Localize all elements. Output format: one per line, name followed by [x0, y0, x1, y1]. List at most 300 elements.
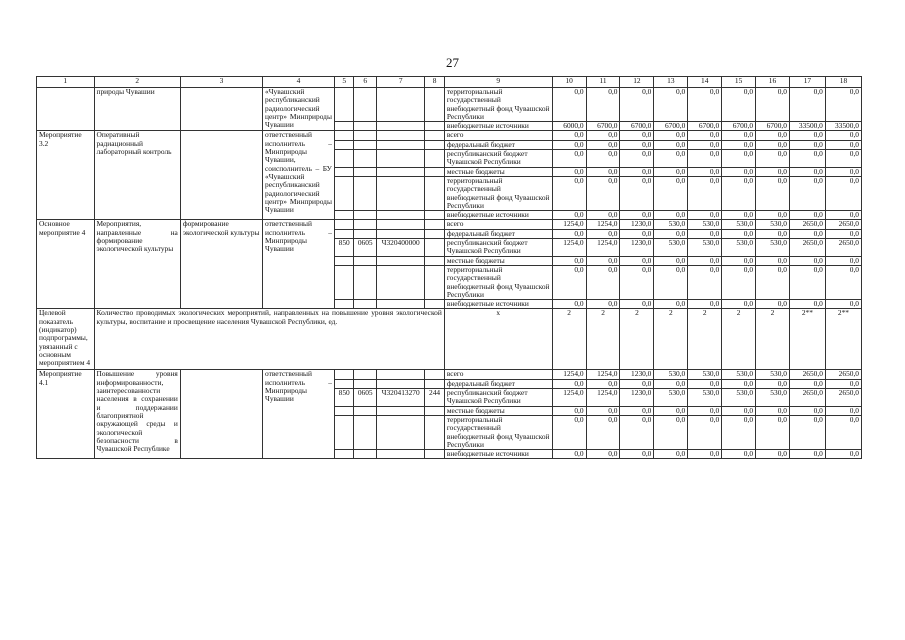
budget-code-cell — [377, 167, 425, 176]
value-cell: 0,0 — [825, 131, 861, 140]
funding-source-cell: внебюджетные источники — [444, 122, 552, 131]
budget-code-cell — [334, 140, 354, 149]
funding-source-cell: республиканский бюджет Чувашской Республики — [444, 389, 552, 407]
budget-code-cell — [354, 131, 377, 140]
value-cell: 0,0 — [552, 88, 586, 122]
budget-code-cell — [334, 256, 354, 265]
value-cell: 0,0 — [552, 300, 586, 309]
budget-code-cell — [425, 300, 445, 309]
budget-code-cell — [377, 370, 425, 379]
budget-code-cell: 850 — [334, 239, 354, 257]
header-row — [37, 77, 862, 88]
value-cell: 0,0 — [552, 265, 586, 299]
activity-name-cell: Оперативный радиационный лабораторный контроль — [94, 131, 180, 220]
value-cell: 0,0 — [552, 167, 586, 176]
value-cell: 0,0 — [756, 229, 790, 238]
value-cell: 0,0 — [825, 379, 861, 388]
activity-code-cell: Мероприятие 3.2 — [37, 131, 95, 220]
page-number: 27 — [446, 55, 459, 70]
value-cell: 1230,0 — [620, 389, 654, 407]
indicator-value-cell: 2 — [722, 309, 756, 370]
value-cell: 0,0 — [789, 300, 825, 309]
header-cell: 1 — [37, 77, 95, 88]
funding-source-cell: внебюджетные источники — [444, 300, 552, 309]
value-cell: 0,0 — [825, 176, 861, 210]
value-cell: 0,0 — [688, 379, 722, 388]
value-cell: 0,0 — [586, 265, 620, 299]
value-cell: 0,0 — [620, 406, 654, 415]
value-cell: 0,0 — [688, 415, 722, 449]
budget-code-cell — [377, 229, 425, 238]
value-cell: 530,0 — [722, 220, 756, 229]
budget-code-cell — [334, 379, 354, 388]
budget-code-cell — [377, 150, 425, 168]
value-cell: 0,0 — [654, 379, 688, 388]
funding-source-cell: территориальный государственный внебюджетный фонд Чувашской Республики — [444, 176, 552, 210]
budget-code-cell — [377, 131, 425, 140]
table-row — [37, 220, 862, 229]
value-cell: 0,0 — [620, 265, 654, 299]
budget-code-cell — [377, 406, 425, 415]
value-cell: 0,0 — [654, 229, 688, 238]
value-cell: 0,0 — [825, 211, 861, 220]
budget-code-cell — [354, 122, 377, 131]
goal-cell — [180, 131, 262, 220]
value-cell: 0,0 — [688, 150, 722, 168]
budget-code-cell — [425, 88, 445, 122]
budget-code-cell — [354, 415, 377, 449]
value-cell: 0,0 — [825, 450, 861, 459]
value-cell: 1254,0 — [552, 239, 586, 257]
value-cell: 0,0 — [620, 140, 654, 149]
budget-code-cell — [425, 406, 445, 415]
value-cell: 0,0 — [789, 379, 825, 388]
value-cell: 0,0 — [586, 140, 620, 149]
value-cell: 0,0 — [756, 256, 790, 265]
funding-source-cell: местные бюджеты — [444, 256, 552, 265]
value-cell: 0,0 — [789, 450, 825, 459]
indicator-value-cell: 2** — [789, 309, 825, 370]
value-cell: 0,0 — [722, 211, 756, 220]
value-cell: 0,0 — [654, 256, 688, 265]
executor-cell: ответственный исполнитель – Минприроды Чувашии — [263, 220, 335, 309]
budget-code-cell — [334, 406, 354, 415]
budget-code-cell — [425, 229, 445, 238]
value-cell: 530,0 — [654, 220, 688, 229]
funding-source-cell: республиканский бюджет Чувашской Республики — [444, 150, 552, 168]
budget-code-cell — [425, 140, 445, 149]
indicator-value-cell: 2 — [620, 309, 654, 370]
value-cell: 0,0 — [688, 176, 722, 210]
value-cell: 0,0 — [756, 150, 790, 168]
funding-source-cell: территориальный государственный внебюджетный фонд Чувашской Республики — [444, 265, 552, 299]
value-cell: 2650,0 — [825, 389, 861, 407]
indicator-text-cell: Количество проводимых экологических мероприятий, направленных на повышение уровня экологической культуры, воспитание и просвещение населения Чувашской Республики, ед. — [94, 309, 444, 370]
value-cell: 0,0 — [552, 140, 586, 149]
value-cell: 0,0 — [620, 450, 654, 459]
value-cell: 0,0 — [825, 256, 861, 265]
value-cell: 0,0 — [789, 167, 825, 176]
value-cell: 0,0 — [654, 211, 688, 220]
value-cell: 2650,0 — [789, 220, 825, 229]
value-cell: 530,0 — [756, 220, 790, 229]
value-cell: 33500,0 — [789, 122, 825, 131]
budget-code-cell: 0605 — [354, 389, 377, 407]
budget-code-cell — [425, 415, 445, 449]
budget-code-cell — [425, 379, 445, 388]
budget-code-cell — [354, 379, 377, 388]
header-cell: 7 — [377, 77, 425, 88]
value-cell: 1254,0 — [586, 370, 620, 379]
value-cell: 1254,0 — [552, 370, 586, 379]
header-cell: 4 — [263, 77, 335, 88]
table-row — [37, 88, 862, 122]
value-cell: 0,0 — [688, 167, 722, 176]
budget-code-cell — [377, 220, 425, 229]
value-cell: 0,0 — [722, 265, 756, 299]
value-cell: 0,0 — [586, 256, 620, 265]
budget-code-cell — [377, 450, 425, 459]
value-cell: 530,0 — [688, 239, 722, 257]
value-cell: 2650,0 — [825, 220, 861, 229]
indicator-label-cell: Целевой показатель (индикатор) подпрограммы, увязанный с основным мероприятием 4 — [37, 309, 95, 370]
executor-cell: ответственный исполнитель – Минприроды Чувашии — [263, 370, 335, 459]
value-cell: 1230,0 — [620, 370, 654, 379]
value-cell: 0,0 — [756, 415, 790, 449]
budget-code-cell — [377, 415, 425, 449]
value-cell: 0,0 — [756, 176, 790, 210]
value-cell: 0,0 — [789, 406, 825, 415]
budget-code-cell — [334, 265, 354, 299]
budget-code-cell — [354, 370, 377, 379]
header-cell: 16 — [756, 77, 790, 88]
value-cell: 0,0 — [586, 88, 620, 122]
budget-code-cell — [334, 150, 354, 168]
budget-code-cell — [425, 131, 445, 140]
funding-source-cell: республиканский бюджет Чувашской Республики — [444, 239, 552, 257]
budget-code-cell — [425, 176, 445, 210]
value-cell: 0,0 — [756, 211, 790, 220]
value-cell: 0,0 — [825, 415, 861, 449]
value-cell: 0,0 — [586, 150, 620, 168]
budget-code-cell — [334, 229, 354, 238]
value-cell: 0,0 — [620, 211, 654, 220]
budget-code-cell — [354, 256, 377, 265]
budget-code-cell — [334, 220, 354, 229]
value-cell: 0,0 — [756, 450, 790, 459]
value-cell: 0,0 — [654, 131, 688, 140]
value-cell: 0,0 — [552, 211, 586, 220]
value-cell: 0,0 — [552, 229, 586, 238]
value-cell: 0,0 — [688, 140, 722, 149]
value-cell: 6700,0 — [688, 122, 722, 131]
value-cell: 0,0 — [654, 140, 688, 149]
value-cell: 0,0 — [552, 256, 586, 265]
value-cell: 0,0 — [688, 265, 722, 299]
value-cell: 0,0 — [620, 229, 654, 238]
indicator-value-cell: 2 — [586, 309, 620, 370]
value-cell: 0,0 — [722, 406, 756, 415]
header-cell: 6 — [354, 77, 377, 88]
budget-code-cell — [354, 406, 377, 415]
value-cell: 33500,0 — [825, 122, 861, 131]
header-cell: 8 — [425, 77, 445, 88]
value-cell: 2650,0 — [825, 239, 861, 257]
funding-source-cell: территориальный государственный внебюджетный фонд Чувашской Республики — [444, 88, 552, 122]
value-cell: 1254,0 — [586, 239, 620, 257]
value-cell: 0,0 — [722, 415, 756, 449]
value-cell: 0,0 — [756, 88, 790, 122]
value-cell: 0,0 — [789, 88, 825, 122]
funding-source-cell: внебюджетные источники — [444, 450, 552, 459]
activity-code-cell: Основное мероприятие 4 — [37, 220, 95, 309]
budget-code-cell — [354, 140, 377, 149]
value-cell: 530,0 — [688, 389, 722, 407]
header-cell: 9 — [444, 77, 552, 88]
budget-code-cell — [377, 211, 425, 220]
value-cell: 0,0 — [552, 415, 586, 449]
value-cell: 0,0 — [722, 167, 756, 176]
value-cell: 0,0 — [552, 379, 586, 388]
value-cell: 0,0 — [586, 415, 620, 449]
value-cell: 0,0 — [688, 131, 722, 140]
budget-code-cell — [425, 239, 445, 257]
value-cell: 0,0 — [688, 450, 722, 459]
value-cell: 0,0 — [552, 150, 586, 168]
value-cell: 0,0 — [789, 150, 825, 168]
value-cell: 0,0 — [722, 229, 756, 238]
value-cell: 0,0 — [825, 406, 861, 415]
value-cell: 0,0 — [688, 300, 722, 309]
value-cell: 0,0 — [620, 88, 654, 122]
funding-source-cell: местные бюджеты — [444, 167, 552, 176]
indicator-value-cell: 2 — [756, 309, 790, 370]
value-cell: 0,0 — [586, 176, 620, 210]
value-cell: 530,0 — [688, 370, 722, 379]
budget-code-cell — [425, 370, 445, 379]
value-cell: 2650,0 — [789, 389, 825, 407]
value-cell: 0,0 — [688, 88, 722, 122]
value-cell: 0,0 — [722, 150, 756, 168]
value-cell: 0,0 — [722, 256, 756, 265]
value-cell: 0,0 — [825, 150, 861, 168]
budget-code-cell — [354, 150, 377, 168]
budget-code-cell — [377, 256, 425, 265]
budget-code-cell: Ч320400000 — [377, 239, 425, 257]
value-cell: 1230,0 — [620, 220, 654, 229]
value-cell: 0,0 — [756, 265, 790, 299]
value-cell: 530,0 — [722, 239, 756, 257]
value-cell: 0,0 — [825, 140, 861, 149]
funding-source-cell: местные бюджеты — [444, 406, 552, 415]
header-cell: 12 — [620, 77, 654, 88]
value-cell: 2650,0 — [789, 239, 825, 257]
indicator-value-cell: 2 — [654, 309, 688, 370]
value-cell: 0,0 — [789, 415, 825, 449]
value-cell: 0,0 — [722, 379, 756, 388]
budget-code-cell — [354, 450, 377, 459]
value-cell: 0,0 — [789, 256, 825, 265]
value-cell: 0,0 — [586, 406, 620, 415]
budget-code-cell — [354, 88, 377, 122]
value-cell: 0,0 — [825, 229, 861, 238]
value-cell: 0,0 — [586, 300, 620, 309]
value-cell: 0,0 — [620, 131, 654, 140]
value-cell: 0,0 — [825, 167, 861, 176]
header-cell: 15 — [722, 77, 756, 88]
value-cell: 0,0 — [654, 88, 688, 122]
header-cell: 5 — [334, 77, 354, 88]
value-cell: 530,0 — [756, 370, 790, 379]
value-cell: 1254,0 — [586, 389, 620, 407]
value-cell: 0,0 — [586, 167, 620, 176]
activity-name-cell: Мероприятия, направленные на формирование экологической культуры — [94, 220, 180, 309]
value-cell: 0,0 — [688, 406, 722, 415]
value-cell: 0,0 — [620, 150, 654, 168]
indicator-value-cell: 2 — [552, 309, 586, 370]
budget-code-cell — [334, 415, 354, 449]
value-cell: 0,0 — [825, 265, 861, 299]
budget-code-cell — [377, 265, 425, 299]
budget-code-cell — [377, 300, 425, 309]
budget-code-cell — [377, 379, 425, 388]
value-cell: 0,0 — [789, 140, 825, 149]
value-cell: 6700,0 — [654, 122, 688, 131]
value-cell: 0,0 — [688, 256, 722, 265]
value-cell: 0,0 — [722, 176, 756, 210]
value-cell: 0,0 — [756, 406, 790, 415]
funding-source-cell: всего — [444, 370, 552, 379]
value-cell: 0,0 — [552, 176, 586, 210]
value-cell: 0,0 — [620, 300, 654, 309]
header-cell: 13 — [654, 77, 688, 88]
value-cell: 6700,0 — [586, 122, 620, 131]
value-cell: 0,0 — [756, 140, 790, 149]
value-cell: 0,0 — [552, 131, 586, 140]
header-cell: 14 — [688, 77, 722, 88]
value-cell: 530,0 — [654, 389, 688, 407]
value-cell: 0,0 — [654, 265, 688, 299]
value-cell: 2650,0 — [825, 370, 861, 379]
value-cell: 530,0 — [756, 389, 790, 407]
value-cell: 530,0 — [654, 370, 688, 379]
header-cell: 3 — [180, 77, 262, 88]
indicator-row — [37, 309, 862, 370]
value-cell: 0,0 — [688, 229, 722, 238]
activity-code-cell — [37, 88, 95, 131]
budget-code-cell — [425, 211, 445, 220]
funding-source-cell: всего — [444, 220, 552, 229]
value-cell: 6700,0 — [756, 122, 790, 131]
value-cell: 0,0 — [688, 211, 722, 220]
value-cell: 530,0 — [688, 220, 722, 229]
budget-code-cell — [354, 176, 377, 210]
value-cell: 1254,0 — [552, 220, 586, 229]
budget-code-cell — [334, 370, 354, 379]
budget-code-cell — [354, 300, 377, 309]
budget-code-cell — [425, 256, 445, 265]
budget-code-cell — [425, 150, 445, 168]
value-cell: 6700,0 — [620, 122, 654, 131]
value-cell: 530,0 — [722, 370, 756, 379]
header-cell: 10 — [552, 77, 586, 88]
indicator-x-cell: x — [444, 309, 552, 370]
funding-source-cell: внебюджетные источники — [444, 211, 552, 220]
budget-code-cell — [334, 122, 354, 131]
budget-code-cell — [334, 300, 354, 309]
budget-code-cell — [354, 265, 377, 299]
budget-table — [36, 76, 862, 459]
value-cell: 0,0 — [756, 300, 790, 309]
value-cell: 0,0 — [722, 131, 756, 140]
value-cell: 0,0 — [789, 131, 825, 140]
budget-code-cell — [377, 176, 425, 210]
value-cell: 0,0 — [586, 450, 620, 459]
funding-source-cell: федеральный бюджет — [444, 379, 552, 388]
budget-code-cell — [334, 88, 354, 122]
value-cell: 0,0 — [825, 300, 861, 309]
table-row — [37, 370, 862, 379]
value-cell: 0,0 — [654, 176, 688, 210]
funding-source-cell: территориальный государственный внебюджетный фонд Чувашской Республики — [444, 415, 552, 449]
value-cell: 0,0 — [722, 450, 756, 459]
value-cell: 2650,0 — [789, 370, 825, 379]
budget-code-cell — [377, 88, 425, 122]
executor-cell: «Чувашский республиканский радиологический центр» Минприроды Чувашии — [263, 88, 335, 131]
goal-cell — [180, 370, 262, 459]
value-cell: 0,0 — [654, 167, 688, 176]
value-cell: 6700,0 — [722, 122, 756, 131]
value-cell: 1254,0 — [552, 389, 586, 407]
value-cell: 530,0 — [756, 239, 790, 257]
value-cell: 0,0 — [756, 131, 790, 140]
value-cell: 0,0 — [789, 265, 825, 299]
header-cell: 17 — [789, 77, 825, 88]
indicator-value-cell: 2 — [688, 309, 722, 370]
budget-code-cell — [377, 122, 425, 131]
value-cell: 0,0 — [756, 167, 790, 176]
table-row — [37, 131, 862, 140]
budget-code-cell: 0605 — [354, 239, 377, 257]
budget-code-cell: 244 — [425, 389, 445, 407]
value-cell: 0,0 — [722, 88, 756, 122]
budget-code-cell — [425, 450, 445, 459]
value-cell: 0,0 — [756, 379, 790, 388]
value-cell: 0,0 — [722, 140, 756, 149]
value-cell: 0,0 — [586, 131, 620, 140]
budget-code-cell — [425, 265, 445, 299]
value-cell: 0,0 — [620, 167, 654, 176]
value-cell: 0,0 — [722, 300, 756, 309]
activity-name-cell: природы Чувашии — [94, 88, 180, 131]
value-cell: 0,0 — [654, 300, 688, 309]
budget-code-cell — [354, 229, 377, 238]
header-cell: 18 — [825, 77, 861, 88]
funding-source-cell: всего — [444, 131, 552, 140]
value-cell: 1254,0 — [586, 220, 620, 229]
value-cell: 0,0 — [654, 150, 688, 168]
goal-cell: формирование экологической культуры — [180, 220, 262, 309]
header-cell: 11 — [586, 77, 620, 88]
value-cell: 6000,0 — [552, 122, 586, 131]
funding-source-cell: федеральный бюджет — [444, 140, 552, 149]
executor-cell: ответственный исполнитель – Минприроды Чувашии, соисполнитель – БУ «Чувашский республиканский радиологический центр» Минприроды Чувашии — [263, 131, 335, 220]
budget-code-cell — [334, 176, 354, 210]
budget-code-cell — [425, 220, 445, 229]
value-cell: 0,0 — [586, 379, 620, 388]
header-cell: 2 — [94, 77, 180, 88]
value-cell: 0,0 — [620, 415, 654, 449]
